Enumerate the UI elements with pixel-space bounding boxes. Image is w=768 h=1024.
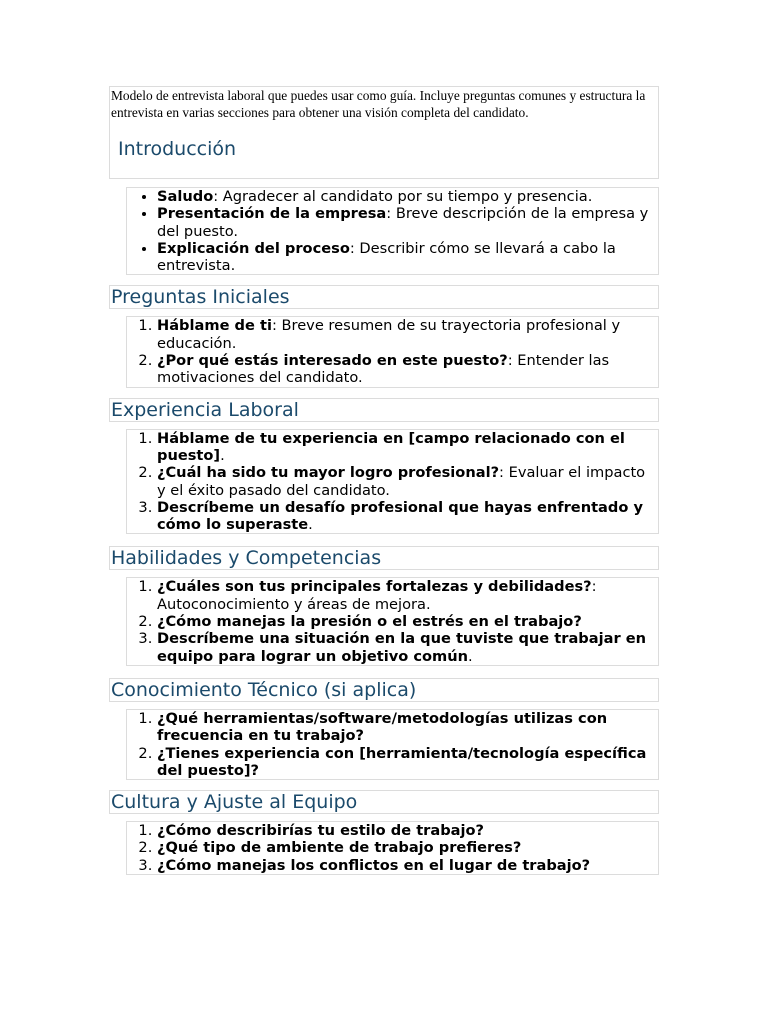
section-heading-preguntas-iniciales: Preguntas Iniciales [109,285,659,309]
list-item: • Presentación de la empresa: Breve descripción de la empresa y del puesto. [157,205,658,240]
list-item: 3. ¿Cómo manejas los conflictos en el lugar de trabajo? [157,857,658,874]
section-heading-experiencia-laboral: Experiencia Laboral [109,398,659,422]
list-item: 2. ¿Cómo manejas la presión o el estrés en el trabajo? [157,613,658,630]
list-item: 2. ¿Qué tipo de ambiente de trabajo prefieres? [157,839,658,856]
list-item: 2. ¿Por qué estás interesado en este puesto?: Entender las motivaciones del candidato. [157,352,658,387]
list-item: 1. ¿Qué herramientas/software/metodologías utilizas con frecuencia en tu trabajo? [157,710,658,745]
list-item: 2. ¿Tienes experiencia con [herramienta/tecnología específica del puesto]? [157,745,658,780]
section-list [126,316,659,387]
list-item: • Explicación del proceso: Describir cómo se llevará a cabo la entrevista. [157,240,658,275]
intro-heading: Introducción [118,138,237,160]
list-item: 1. Háblame de tu experiencia en [campo relacionado con el puesto]. [157,430,658,465]
section-heading-cultura: Cultura y Ajuste al Equipo [109,790,659,814]
intro-description: Modelo de entrevista laboral que puedes usar como guía. Incluye preguntas comunes y estructura la entrevista en varias secciones para obtener una visión completa del candidato. [111,88,646,120]
list-item: 1. Háblame de ti: Breve resumen de su trayectoria profesional y educación. [157,317,658,352]
intro-block [109,86,659,179]
document-page [109,86,659,875]
list-item: 1. ¿Cómo describirías tu estilo de trabajo? [157,822,658,839]
list-item: 3. Descríbeme un desafío profesional que hayas enfrentado y cómo lo superaste. [157,499,658,534]
section-heading-conocimiento-tecnico: Conocimiento Técnico (si aplica) [109,678,659,702]
list-item: 2. ¿Cuál ha sido tu mayor logro profesional?: Evaluar el impacto y el éxito pasado del candidato. [157,464,658,499]
list-item: 3. Descríbeme una situación en la que tuviste que trabajar en equipo para lograr un objetivo común. [157,630,658,665]
section-list [126,429,659,535]
section-heading-habilidades: Habilidades y Competencias [109,546,659,570]
intro-list [126,187,659,275]
section-list [126,709,659,780]
list-item: • Saludo: Agradecer al candidato por su tiempo y presencia. [157,188,658,205]
section-list [126,577,659,665]
section-list [126,821,659,875]
list-item: 1. ¿Cuáles son tus principales fortalezas y debilidades?: Autoconocimiento y áreas de mejora. [157,578,658,613]
